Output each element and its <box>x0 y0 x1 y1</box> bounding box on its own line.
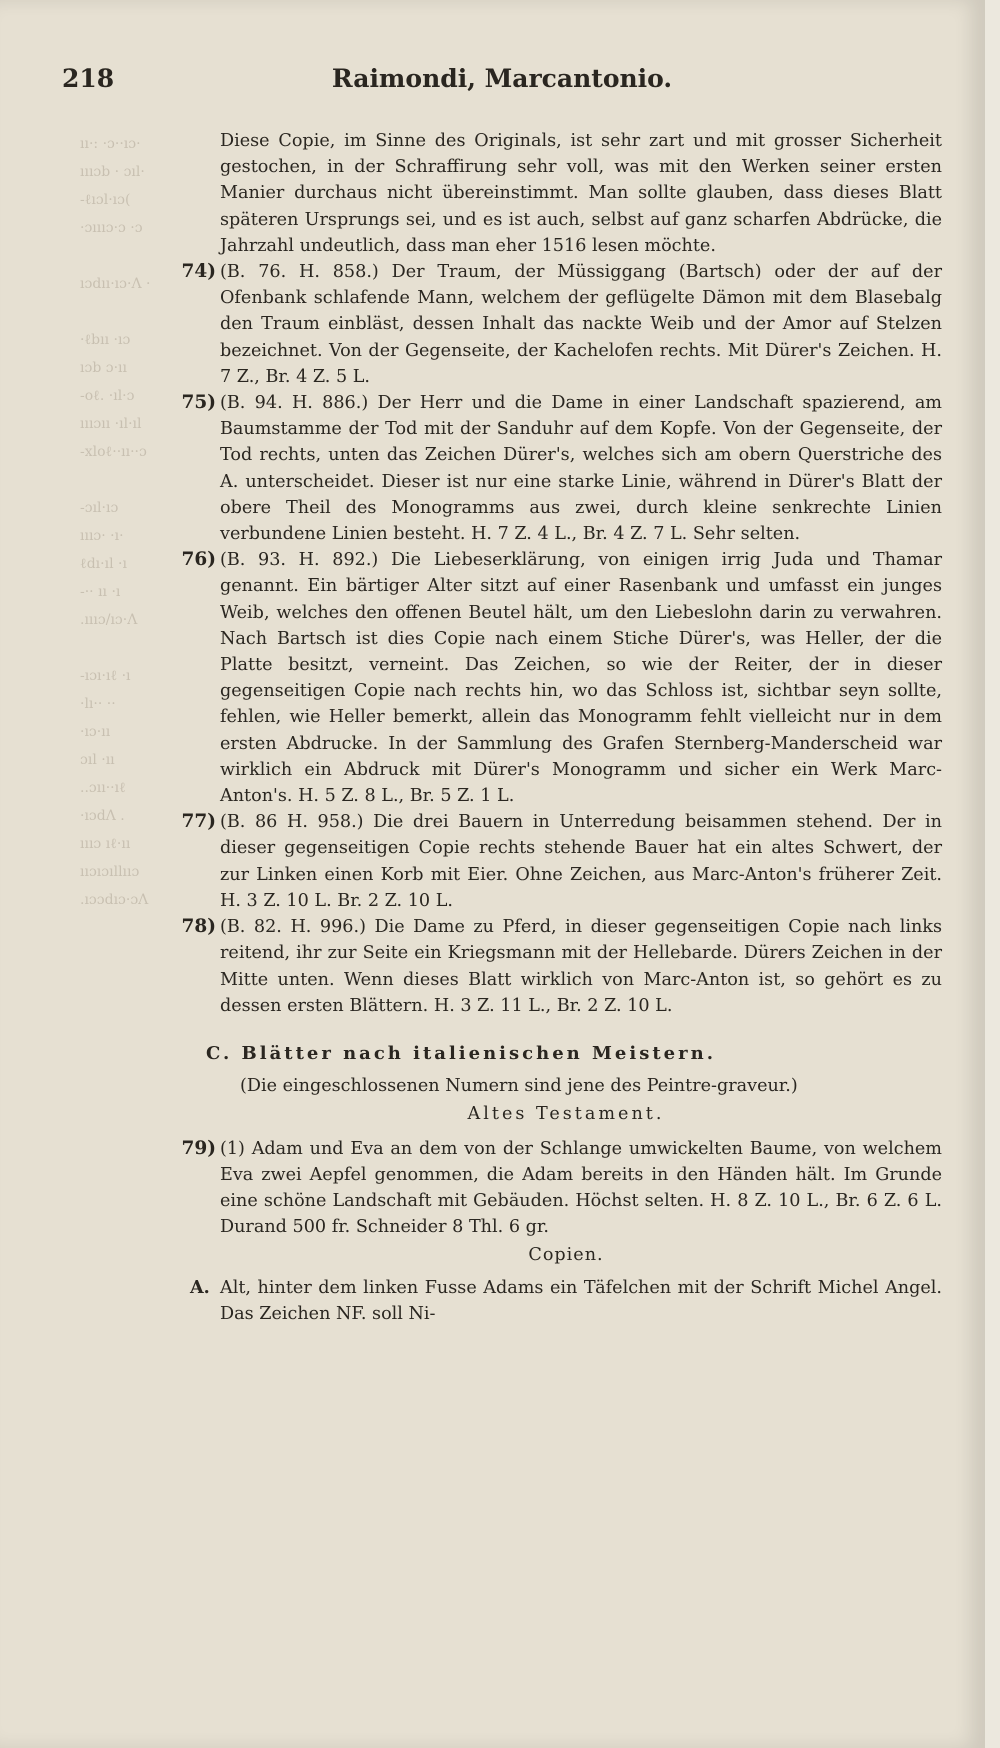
catalog-entry-77 <box>150 809 942 914</box>
entry-number: 74) <box>181 261 216 283</box>
bleed-line: ıııɔıı ·ıl·ıl <box>80 416 142 432</box>
catalog-entry-76 <box>150 547 942 809</box>
entry-text: (B. 86 H. 958.) Die drei Bauern in Unterredung beisammen stehend. Der in dieser gegenseitigen Copie rechts stehende Bauer hat ein altes Schwert, der zur Linken einen Korb mit Eier. Ohne Zeichen, aus Marc-Anton's früherer Zeit. H. 3 Z. 10 L. Br. 2 Z. 10 L. <box>220 812 942 911</box>
subheading-old-testament: Altes Testament. <box>467 1104 665 1125</box>
bleed-line: ıɔb ɔ·ıı <box>80 360 127 376</box>
bleed-line: ·ıɔ·ıı <box>80 724 111 740</box>
entry-number: 78) <box>181 916 216 938</box>
copy-text: Alt, hinter dem linken Fusse Adams ein Täfelchen mit der Schrift Michel Angel. Das Zeichen NF. soll Ni- <box>220 1277 942 1324</box>
bleed-line: -xloℓ··ıı··ɔ <box>80 444 147 460</box>
catalog-entry-78 <box>150 914 942 1019</box>
page-edge <box>985 0 1000 1748</box>
bleed-line: ıııɔ ıℓ·ıı <box>80 836 131 852</box>
bleed-line: ·ℓbıı ·ıɔ <box>80 332 131 348</box>
copy-entry-a <box>150 1275 942 1327</box>
catalog-entry-75 <box>150 390 942 547</box>
section-heading: C. Blätter nach italienischen Meistern. <box>206 1042 716 1064</box>
running-title: Raimondi, Marcantonio. <box>331 64 673 93</box>
catalog-entry-74 <box>150 259 942 390</box>
bleed-line: ıııɔ· ·ı· <box>80 528 124 544</box>
bleed-line: .ıııɔ/ıɔ·Λ <box>80 612 138 628</box>
section-note: (Die eingeschlossenen Numern sind jene des Peintre-graveur.) <box>240 1076 798 1097</box>
bleed-line: ıɔdıı·ıɔ·Λ · <box>80 276 151 292</box>
bleed-line: -ℓıɔl·ıɔ( <box>80 192 131 208</box>
bleed-line: .ıɔɔdıɔ·ɔΛ <box>80 892 149 908</box>
entry-text: (B. 94. H. 886.) Der Herr und die Dame in einer Landschaft spazierend, am Baumstamme der Tod mit der Sanduhr auf dem Kopfe. Von der Gegenseite, der Tod rechts, unten das Zeichen Dürer's, welches sich am obern Querstriche des A. unterscheidet. Dieser ist nur eine starke Linie, während in Dürer's Blatt der obere Theil des Monogramms aus zwei, durch kleine senkrechte Linien verbundene Linien besteht. H. 7 Z. 4 L., Br. 4 Z. 7 L. Sehr selten. <box>220 393 942 545</box>
bleed-line: ııɔıɔıllııɔ <box>80 864 140 880</box>
entry-number: 79) <box>181 1137 216 1159</box>
bleed-line: ℓdı·ıl ·ı <box>80 556 127 572</box>
page-header <box>62 64 942 104</box>
bleed-line: -ɔıl·ıɔ <box>80 500 119 516</box>
entry-number: 75) <box>181 392 216 414</box>
bleed-line: ·lı·· ·· <box>80 696 116 712</box>
page-number: 218 <box>62 64 115 93</box>
bleed-line: -oℓ. ·ıl·ɔ <box>80 388 135 404</box>
bleed-line: ıı·: ·ɔ··ıɔ· <box>80 136 141 152</box>
subheading-copies: Copien. <box>528 1245 604 1266</box>
bleed-line: -ıɔı·ıℓ ·ı <box>80 668 131 684</box>
continuation-paragraph: Diese Copie, im Sinne des Originals, ist sehr zart und mit grosser Sicherheit gestochen, in der Schraffirung sehr voll, was mit den Werken seiner ersten Manier durchaus nicht übereinstimmt. Man sollte glauben, dass dieses Blatt späteren Ursprungs sei, und es ist auch, selbst auf ganz scharfen Abdrücke, die Jahrzahl undeutlich, dass man eher 1516 lesen möchte. <box>220 131 942 256</box>
bleed-line: ..ɔıı··ıℓ <box>80 780 126 796</box>
catalog-entry-79 <box>150 1136 942 1241</box>
body-text <box>150 128 942 1327</box>
entry-text: (1) Adam und Eva an dem von der Schlange umwickelten Baume, von welchem Eva zwei Aepfel genommen, die Adam bereits in den Händen hält. Im Grunde eine schöne Landschaft mit Gebäuden. Höchst selten. H. 8 Z. 10 L., Br. 6 Z. 6 L. Durand 500 fr. Schneider 8 Thl. 6 gr. <box>220 1138 942 1238</box>
entry-text: (B. 82. H. 996.) Die Dame zu Pferd, in dieser gegenseitigen Copie nach links reitend, ihr zur Seite ein Kriegsmann mit der Hellebarde. Dürers Zeichen in der Mitte unten. Wenn dieses Blatt wirklich von Marc-Anton ist, so gehört es zu dessen ersten Blättern. H. 3 Z. 11 L., Br. 2 Z. 10 L. <box>220 917 942 1016</box>
entry-number: 77) <box>181 811 216 833</box>
entry-text: (B. 93. H. 892.) Die Liebeserklärung, von einigen irrig Juda und Thamar genannt. Ein bärtiger Alter sitzt auf einer Rasenbank und umfasst ein junges Weib, welches den offenen Beutel hält, um den Liebeslohn darin zu verwahren. Nach Bartsch ist dies Copie nach einem Stiche Dürer's, was Heller, der die Platte besitzt, verneint. Das Zeichen, so wie der Reiter, der in dieser gegenseitigen Copie nach rechts hin, wo das Schloss ist, sichtbar seyn sollte, fehlen, wie Heller bemerkt, allein das Monogramm fehlt vielleicht nur in dem ersten Abdrucke. In der Sammlung des Grafen Sternberg-Manderscheid war wirklich ein Abdruck mit Dürer's Monogramm und sicher ein Werk Marc-Anton's. H. 5 Z. 8 L., Br. 5 Z. 1 L. <box>220 550 942 807</box>
bleed-line: ·ɔıııɔ·ɔ ·ɔ <box>80 220 143 236</box>
entry-number: 76) <box>181 549 216 571</box>
bleed-line: -·· ıı ·ı <box>80 584 121 600</box>
bleed-line: ·ıɔdΛ . <box>80 808 125 824</box>
bleed-line: ɔıl ·ıı <box>80 752 115 768</box>
entry-text: (B. 76. H. 858.) Der Traum, der Müssiggang (Bartsch) oder der auf der Ofenbank schlafende Mann, welchem der geflügelte Dämon mit dem Blasebalg den Traum einbläst, dessen Inhalt das nackte Weib und der Amor auf Stelzen bezeichnet. Von der Gegenseite, der Kachelofen rechts. Mit Dürer's Zeichen. H. 7 Z., Br. 4 Z. 5 L. <box>220 262 942 387</box>
bleed-line: ıııɔb · ɔıl· <box>80 164 145 180</box>
copy-label: A. <box>190 1276 210 1298</box>
